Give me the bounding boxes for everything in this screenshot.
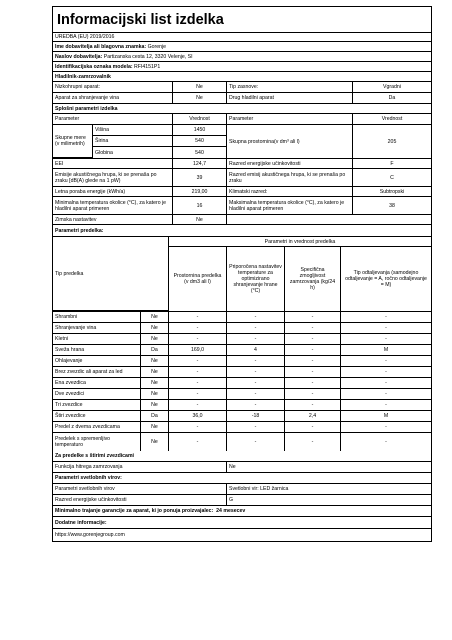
type-label: Nizkohrupni aparat: — [53, 82, 173, 92]
compartment-present: Ne — [141, 433, 169, 451]
model-row — [53, 62, 431, 72]
compartment-capacity: 2,4 — [285, 411, 341, 421]
compartment-temperature: -18 — [227, 411, 285, 421]
column-header: Parameter — [53, 114, 173, 124]
empty-cell — [227, 215, 431, 224]
compartment-defrost: - — [385, 369, 387, 375]
table-row — [53, 400, 431, 411]
param-value: 219,00 — [173, 187, 227, 196]
compartment-volume: - — [169, 367, 227, 377]
compartment-volume: - — [169, 389, 227, 399]
compartment-capacity: - — [285, 433, 341, 451]
compartment-header: Parametri predelka: — [55, 227, 104, 234]
compartment-capacity: - — [285, 323, 341, 333]
compartment-present: Da — [141, 345, 169, 355]
warranty-value: 24 mesecev — [216, 508, 246, 514]
volume-value: 205 — [387, 138, 397, 145]
compartment-temperature: 4 — [227, 345, 285, 355]
type-value: Da — [388, 95, 396, 101]
type-label: Tip zasnove: — [227, 82, 353, 92]
compartment-temperature: - — [227, 334, 285, 344]
compartment-name: Shrambni — [53, 312, 141, 322]
compartment-volume: - — [169, 312, 227, 322]
compartment-volume: 169,0 — [169, 345, 227, 355]
compartment-temperature: - — [227, 422, 285, 432]
compartment-capacity: - — [285, 400, 341, 410]
table-row — [53, 517, 431, 529]
general-row — [53, 187, 431, 197]
compartment-name: Ena zvezdica — [53, 378, 141, 388]
regulation: UREDBA (EU) 2019/2016 — [55, 34, 115, 40]
dimensions-block — [53, 125, 431, 159]
fast-freeze-value: Ne — [229, 464, 236, 470]
four-star-header: Za predelke s štirimi zvezdicami — [55, 453, 135, 459]
param-label: Razred emisij akustičnega hrupa, ki se prenaša po zraku — [227, 169, 353, 186]
compartment-capacity: - — [285, 345, 341, 355]
param-value: Subtropski — [379, 188, 405, 195]
address-row — [53, 52, 431, 62]
compartment-name: Štiri zvezdice — [53, 411, 141, 421]
compartment-present: Da — [141, 411, 169, 421]
table-row — [53, 345, 431, 356]
compartment-temperature: - — [227, 323, 285, 333]
table-row — [53, 529, 431, 541]
light-row — [53, 484, 431, 495]
compartment-present: Ne — [141, 400, 169, 410]
param-label: Letna poraba energije (kWh/a) — [53, 187, 173, 196]
compartment-present: Ne — [141, 356, 169, 366]
compartment-defrost: M — [383, 413, 389, 419]
param-value: 124,7 — [173, 159, 227, 168]
compartment-capacity: - — [285, 422, 341, 432]
capacity-header: Specifična zmogljivost zamrzovanja (kg/24 h) — [285, 247, 341, 311]
compartment-volume: - — [169, 400, 227, 410]
type-value: Vgradni — [383, 84, 401, 90]
light-label: Razred energijske učinkovitosti — [53, 495, 227, 505]
compartment-present: Ne — [141, 334, 169, 344]
compartment-name: Predel z dvema zvezdicama — [53, 422, 141, 432]
param-value: C — [390, 174, 394, 181]
compartment-present: Ne — [141, 323, 169, 333]
param-label: Emisije akustičnega hrupa, ki se prenaša po zraku [dB(A) glede na 1 pW) — [53, 169, 173, 186]
param-value: 39 — [173, 169, 227, 186]
compartment-defrost: - — [385, 380, 387, 386]
column-header: Parameter — [227, 114, 353, 124]
appliance-type-header: Hladilnik-zamrzovalnik — [55, 73, 111, 80]
compartment-present: Ne — [141, 422, 169, 432]
compartment-group-header: Parametri in vrednost predelka — [169, 237, 431, 247]
empty-cell — [53, 506, 431, 516]
light-label: Parametri svetlobnih virov — [53, 484, 227, 494]
fast-freeze-label: Funkcija hitrega zamrzovanja — [53, 462, 227, 472]
compartment-capacity: - — [285, 312, 341, 322]
table-row — [53, 378, 431, 389]
dim-value: 540 — [173, 147, 227, 158]
address-label: Naslov dobavitelja: — [55, 53, 103, 60]
column-header: Vrednost — [173, 114, 227, 124]
column-header: Vrednost — [381, 116, 403, 122]
supplier-label: Ime dobavitelja ali blagovna znamka: — [55, 43, 147, 50]
compartment-name: Dve zvezdici — [53, 389, 141, 399]
dim-value: 1450 — [173, 125, 227, 136]
param-value: 38 — [389, 202, 395, 209]
table-row — [53, 422, 431, 433]
volume-header: Prostornina predelka (v dm3 ali l) — [169, 247, 227, 311]
model-label: Identifikacijska oznaka modela: — [55, 63, 133, 70]
table-row — [53, 367, 431, 378]
compartment-volume: - — [169, 356, 227, 366]
compartment-temperature: - — [227, 378, 285, 388]
param-label: EEI — [53, 159, 173, 168]
supplier-row — [53, 42, 431, 52]
table-row — [53, 312, 431, 323]
warranty-label: Minimalno trajanje garancije za aparat, ki jo ponuja proizvajalec: — [55, 508, 214, 514]
table-row — [53, 33, 431, 42]
compartment-table — [53, 312, 431, 451]
type-value: Ne — [173, 82, 227, 92]
empty-cell — [53, 62, 431, 71]
address-value: Partizanska cesta 12, 3320 Velenje, SI — [103, 53, 193, 60]
compartment-volume: - — [169, 323, 227, 333]
light-value: G — [229, 497, 234, 503]
compartment-defrost: - — [385, 336, 387, 342]
table-row — [53, 433, 431, 451]
compartment-defrost: - — [385, 402, 387, 408]
compartment-present: Ne — [141, 378, 169, 388]
table-row — [53, 225, 431, 237]
compartment-defrost: - — [385, 358, 387, 364]
empty-cell — [53, 52, 431, 61]
param-label: Maksimalna temperatura okolice (°C), za katero je hladilni aparat primeren — [227, 197, 353, 214]
compartment-defrost: - — [385, 424, 387, 430]
table-row — [53, 72, 431, 82]
extra-info-header: Dodatne informacije: — [55, 519, 107, 526]
general-row — [53, 159, 431, 169]
type-label: Aparat za shranjevanje vina — [53, 93, 173, 103]
compartment-temperature: - — [227, 356, 285, 366]
fast-freeze-row — [53, 462, 431, 473]
table-row — [53, 356, 431, 367]
compartment-defrost: - — [385, 325, 387, 331]
compartment-defrost: - — [385, 391, 387, 397]
compartment-capacity: - — [285, 356, 341, 366]
general-header: Splošni parametri izdelka — [55, 105, 118, 112]
table-row — [53, 411, 431, 422]
warranty-row — [53, 506, 431, 517]
table-row — [53, 473, 431, 484]
table-row — [53, 389, 431, 400]
compartment-column-header — [53, 237, 431, 312]
light-row — [53, 495, 431, 506]
param-label: Minimalna temperatura okolice (°C), za katero je hladilni aparat primeren — [53, 197, 173, 214]
manufacturer-link[interactable]: https://www.gorenjegroup.com — [55, 532, 125, 538]
compartment-temperature: - — [227, 400, 285, 410]
compartment-volume: 36,0 — [169, 411, 227, 421]
page-title: Informacijski list izdelka — [53, 7, 431, 33]
param-label: Klimatski razred: — [227, 187, 353, 196]
compartment-capacity: - — [285, 378, 341, 388]
winter-label: Zimska nastavitev — [53, 215, 173, 224]
compartment-name: Tri zvezdice — [53, 400, 141, 410]
param-value: F — [390, 160, 394, 167]
compartment-temperature: - — [227, 367, 285, 377]
table-row — [53, 451, 431, 462]
type-label: Drug hladilni aparat — [227, 93, 353, 103]
compartment-temperature: - — [227, 389, 285, 399]
volume-label: Skupna prostornina(v dm³ ali l) — [227, 125, 353, 158]
dim-name: Globina — [93, 147, 173, 158]
type-row — [53, 93, 431, 104]
dims-label: Skupne mere (v milimetrih) — [53, 125, 93, 158]
compartment-name: Brez zvezdic ali aparat za led — [53, 367, 141, 377]
compartment-name: Sveža hrana — [53, 345, 141, 355]
type-row — [53, 82, 431, 93]
compartment-present: Ne — [141, 312, 169, 322]
compartment-temperature: - — [227, 433, 285, 451]
compartment-temperature: - — [227, 312, 285, 322]
compartment-name: Ohlajevanje — [53, 356, 141, 366]
compartment-name: Predelek s spremenljivo temperaturo — [53, 433, 141, 451]
table-row — [53, 334, 431, 345]
compartment-volume: - — [169, 378, 227, 388]
type-value: Ne — [173, 93, 227, 103]
winter-row — [53, 215, 431, 225]
general-row — [53, 197, 431, 215]
dim-name: Širina — [93, 136, 173, 147]
param-label: Razred energijske učinkovitosti — [227, 159, 353, 168]
compartment-capacity: - — [285, 389, 341, 399]
sheet-frame — [52, 6, 432, 542]
temperature-header: Priporočena nastavitev temperature za optimizirano shranjevanje hrane (°C) — [227, 247, 285, 311]
general-column-header — [53, 114, 431, 125]
table-row — [53, 104, 431, 114]
compartment-capacity: - — [285, 367, 341, 377]
table-row — [53, 323, 431, 334]
winter-value: Ne — [173, 215, 227, 224]
compartment-defrost: - — [385, 439, 387, 445]
dim-name: Višina — [93, 125, 173, 136]
compartment-present: Ne — [141, 389, 169, 399]
compartment-volume: - — [169, 422, 227, 432]
dim-value: 540 — [173, 136, 227, 147]
compartment-name: Kletni — [53, 334, 141, 344]
compartment-capacity: - — [285, 334, 341, 344]
compartment-name: Shranjevanje vina — [53, 323, 141, 333]
general-row — [53, 169, 431, 187]
param-value: 16 — [173, 197, 227, 214]
compartment-volume: - — [169, 433, 227, 451]
supplier-value: Gorenje — [147, 43, 167, 50]
defrost-header: Tip odtaljevanja (samodejno odtaljevanje = A, ročno odtaljevanje = M) — [345, 270, 427, 288]
light-value: Svetlobni vir: LED žarnica — [229, 486, 289, 492]
compartment-present: Ne — [141, 367, 169, 377]
compartment-defrost: - — [385, 314, 387, 320]
compartment-volume: - — [169, 334, 227, 344]
compartment-defrost: M — [383, 347, 389, 353]
light-header: Parametri svetlobnih virov: — [55, 475, 122, 481]
model-value: RFI4151P1 — [134, 63, 161, 70]
compartment-type-header: Tip predelka — [53, 237, 169, 311]
empty-cell — [53, 42, 431, 51]
